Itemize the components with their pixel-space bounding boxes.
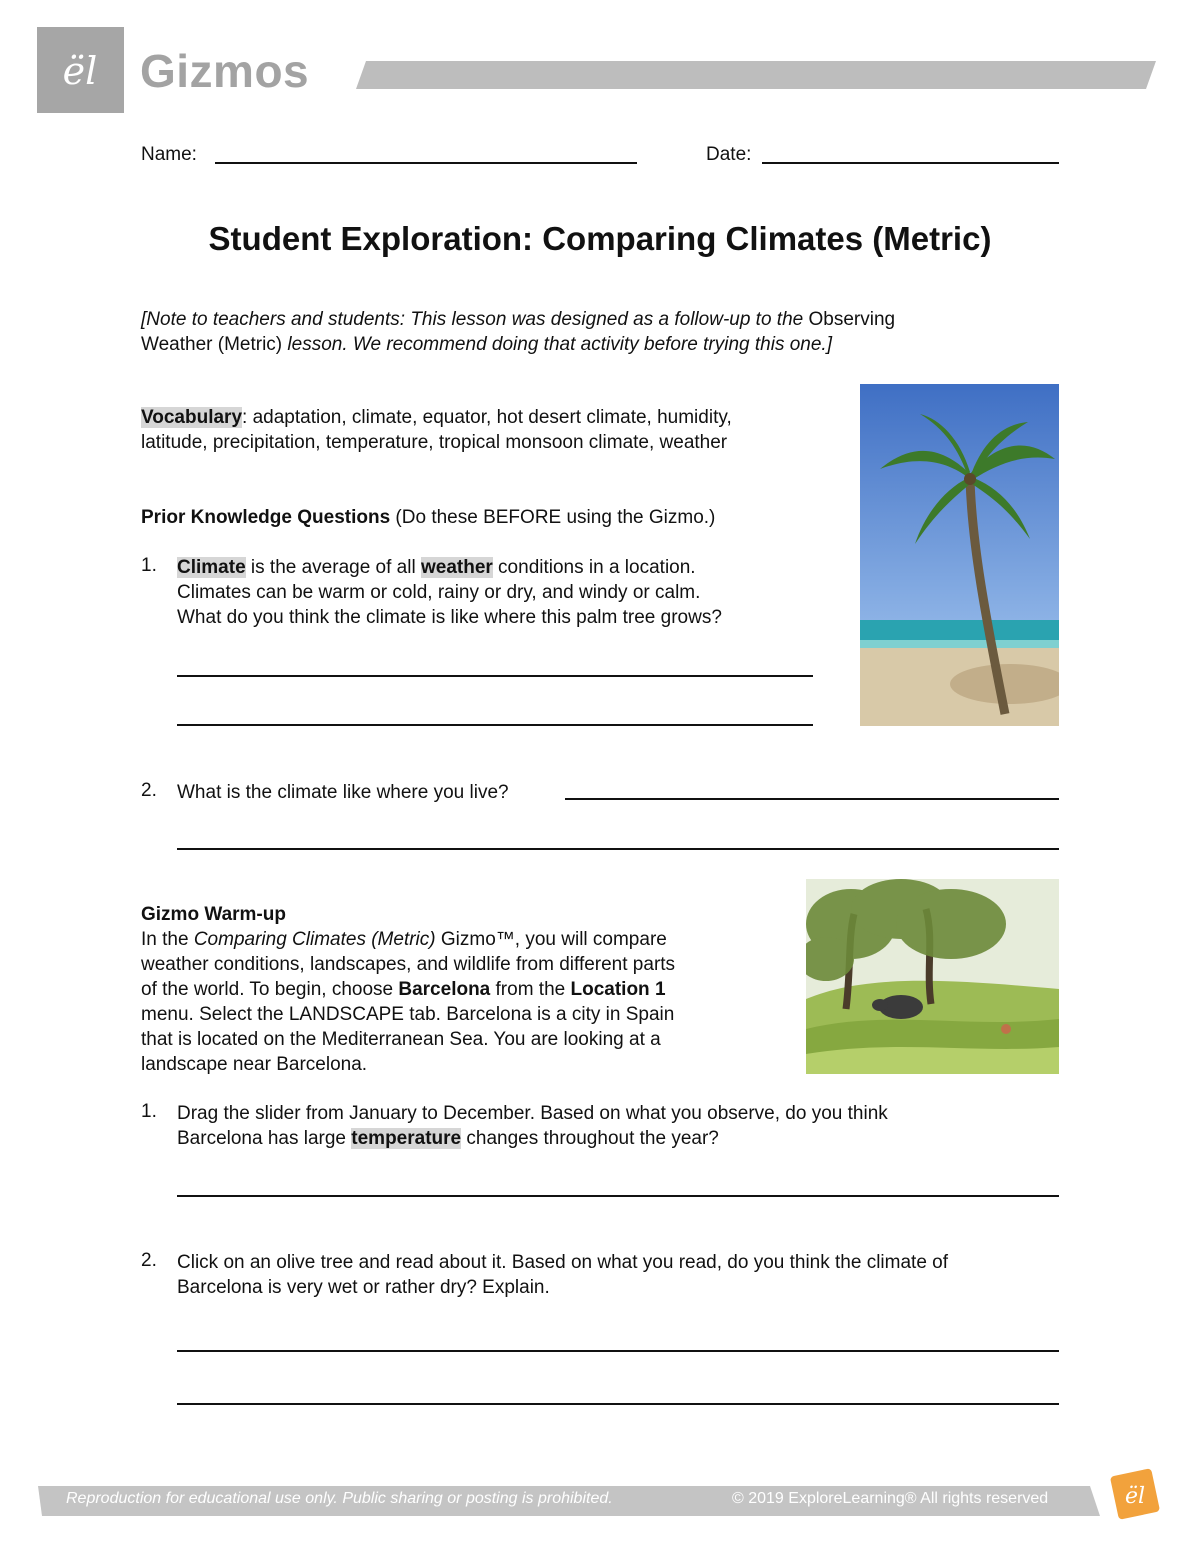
warmup-l1-a: In the: [141, 929, 194, 950]
teacher-note: [141, 307, 1041, 357]
pk-q1-text-a: is the average of all: [245, 557, 421, 578]
footer-copyright: © 2019 ExploreLearning® All rights reserved: [732, 1490, 1049, 1507]
pk-q2-answer-line-1[interactable]: [565, 798, 1059, 800]
warmup-l3-a: of the world. To begin, choose: [141, 979, 399, 1000]
term-temperature: temperature: [351, 1128, 462, 1149]
warmup-location-1: Location 1: [570, 979, 666, 1000]
note-part1: [Note to teachers and students: This lesson was designed as a follow-up to the: [141, 309, 809, 330]
page-title: Student Exploration: Comparing Climates (Metric): [208, 220, 992, 257]
note-part2: lesson. We recommend doing that activity before trying this one.]: [282, 334, 832, 355]
wu-q2-answer-line-2[interactable]: [177, 1403, 1059, 1405]
warmup-l2: weather conditions, landscapes, and wildlife from different parts: [141, 954, 676, 975]
wu-q1-number: 1.: [141, 1101, 157, 1122]
wu-q1-line1: Drag the slider from January to December. Based on what you observe, do you think: [177, 1103, 888, 1124]
term-weather: weather: [420, 557, 493, 578]
date-field[interactable]: [762, 162, 1059, 164]
warmup-barcelona: Barcelona: [398, 979, 491, 1000]
palm-tree-image: [860, 384, 1059, 726]
pk-q1-text-b: conditions in a location.: [492, 557, 696, 578]
vocabulary-label: Vocabulary: [141, 407, 243, 428]
barcelona-landscape-image: [806, 879, 1059, 1074]
pk-q1-text: [177, 555, 837, 630]
note-link-2: Weather (Metric): [141, 334, 283, 355]
wu-q1-line2-a: Barcelona has large: [177, 1128, 352, 1149]
explorelearning-footer-icon: [1108, 1466, 1162, 1522]
warmup-gizmo-name: Comparing Climates (Metric): [193, 929, 436, 950]
warmup-l1-b: Gizmo™, you will compare: [435, 929, 667, 950]
vocabulary-line2: latitude, precipitation, temperature, tropical monsoon climate, weather: [141, 432, 728, 453]
pk-q1-line3: What do you think the climate is like where this palm tree grows?: [177, 607, 722, 628]
gizmos-logo: [37, 27, 124, 113]
pk-q1-line2: Climates can be warm or cold, rainy or dry, and windy or calm.: [177, 582, 701, 603]
name-label: Name:: [141, 144, 197, 165]
warmup-l5: that is located on the Mediterranean Sea. You are looking at a: [141, 1029, 661, 1050]
warmup-block: [141, 902, 781, 1077]
wu-q1-answer-line[interactable]: [177, 1195, 1059, 1197]
warmup-l6: landscape near Barcelona.: [141, 1054, 368, 1075]
landscape-photo: [806, 879, 1059, 1074]
pk-q1-number: 1.: [141, 555, 157, 576]
warmup-l4: menu. Select the LANDSCAPE tab. Barcelona is a city in Spain: [141, 1004, 675, 1025]
vocabulary-block: [141, 405, 841, 455]
footer-logo-mark: ël: [1124, 1484, 1146, 1509]
footer-disclaimer: Reproduction for educational use only. Public sharing or posting is prohibited.: [66, 1490, 613, 1507]
pk-q2-answer-line-2[interactable]: [177, 848, 1059, 850]
logo-mark-text: ël: [62, 49, 98, 93]
pk-q1-answer-line-2[interactable]: [177, 724, 813, 726]
wu-q1-line2-b: changes throughout the year?: [461, 1128, 719, 1149]
pk-q2-text: What is the climate like where you live?: [177, 782, 509, 803]
wu-q2-line2: Barcelona is very wet or rather dry? Explain.: [177, 1277, 550, 1298]
name-field[interactable]: [215, 162, 637, 164]
prior-knowledge-heading: [141, 505, 715, 530]
explorelearning-logo-icon: [37, 27, 124, 113]
wu-q2-answer-line-1[interactable]: [177, 1350, 1059, 1352]
palm-tree-photo: [860, 384, 1059, 726]
footer-logo-icon: [1108, 1466, 1162, 1522]
wu-q2-line1: Click on an olive tree and read about it. Based on what you read, do you think the climate of: [177, 1252, 949, 1273]
wu-q2-number: 2.: [141, 1250, 157, 1271]
wu-q2-text: [177, 1250, 1077, 1300]
warmup-heading: Gizmo Warm-up: [141, 904, 286, 925]
prior-knowledge-title: Prior Knowledge Questions: [141, 507, 391, 528]
term-climate: Climate: [177, 557, 246, 578]
warmup-l3-b: from the: [490, 979, 571, 1000]
header-bar: [356, 61, 1156, 89]
note-link-1: Observing: [808, 309, 896, 330]
brand-title: Gizmos: [140, 45, 310, 97]
wu-q1-text: [177, 1101, 1077, 1151]
prior-knowledge-subtitle: (Do these BEFORE using the Gizmo.): [390, 507, 716, 528]
vocabulary-line1: : adaptation, climate, equator, hot desert climate, humidity,: [242, 407, 732, 428]
pk-q1-answer-line-1[interactable]: [177, 675, 813, 677]
date-label: Date:: [706, 144, 752, 165]
pk-q2-number: 2.: [141, 780, 157, 801]
